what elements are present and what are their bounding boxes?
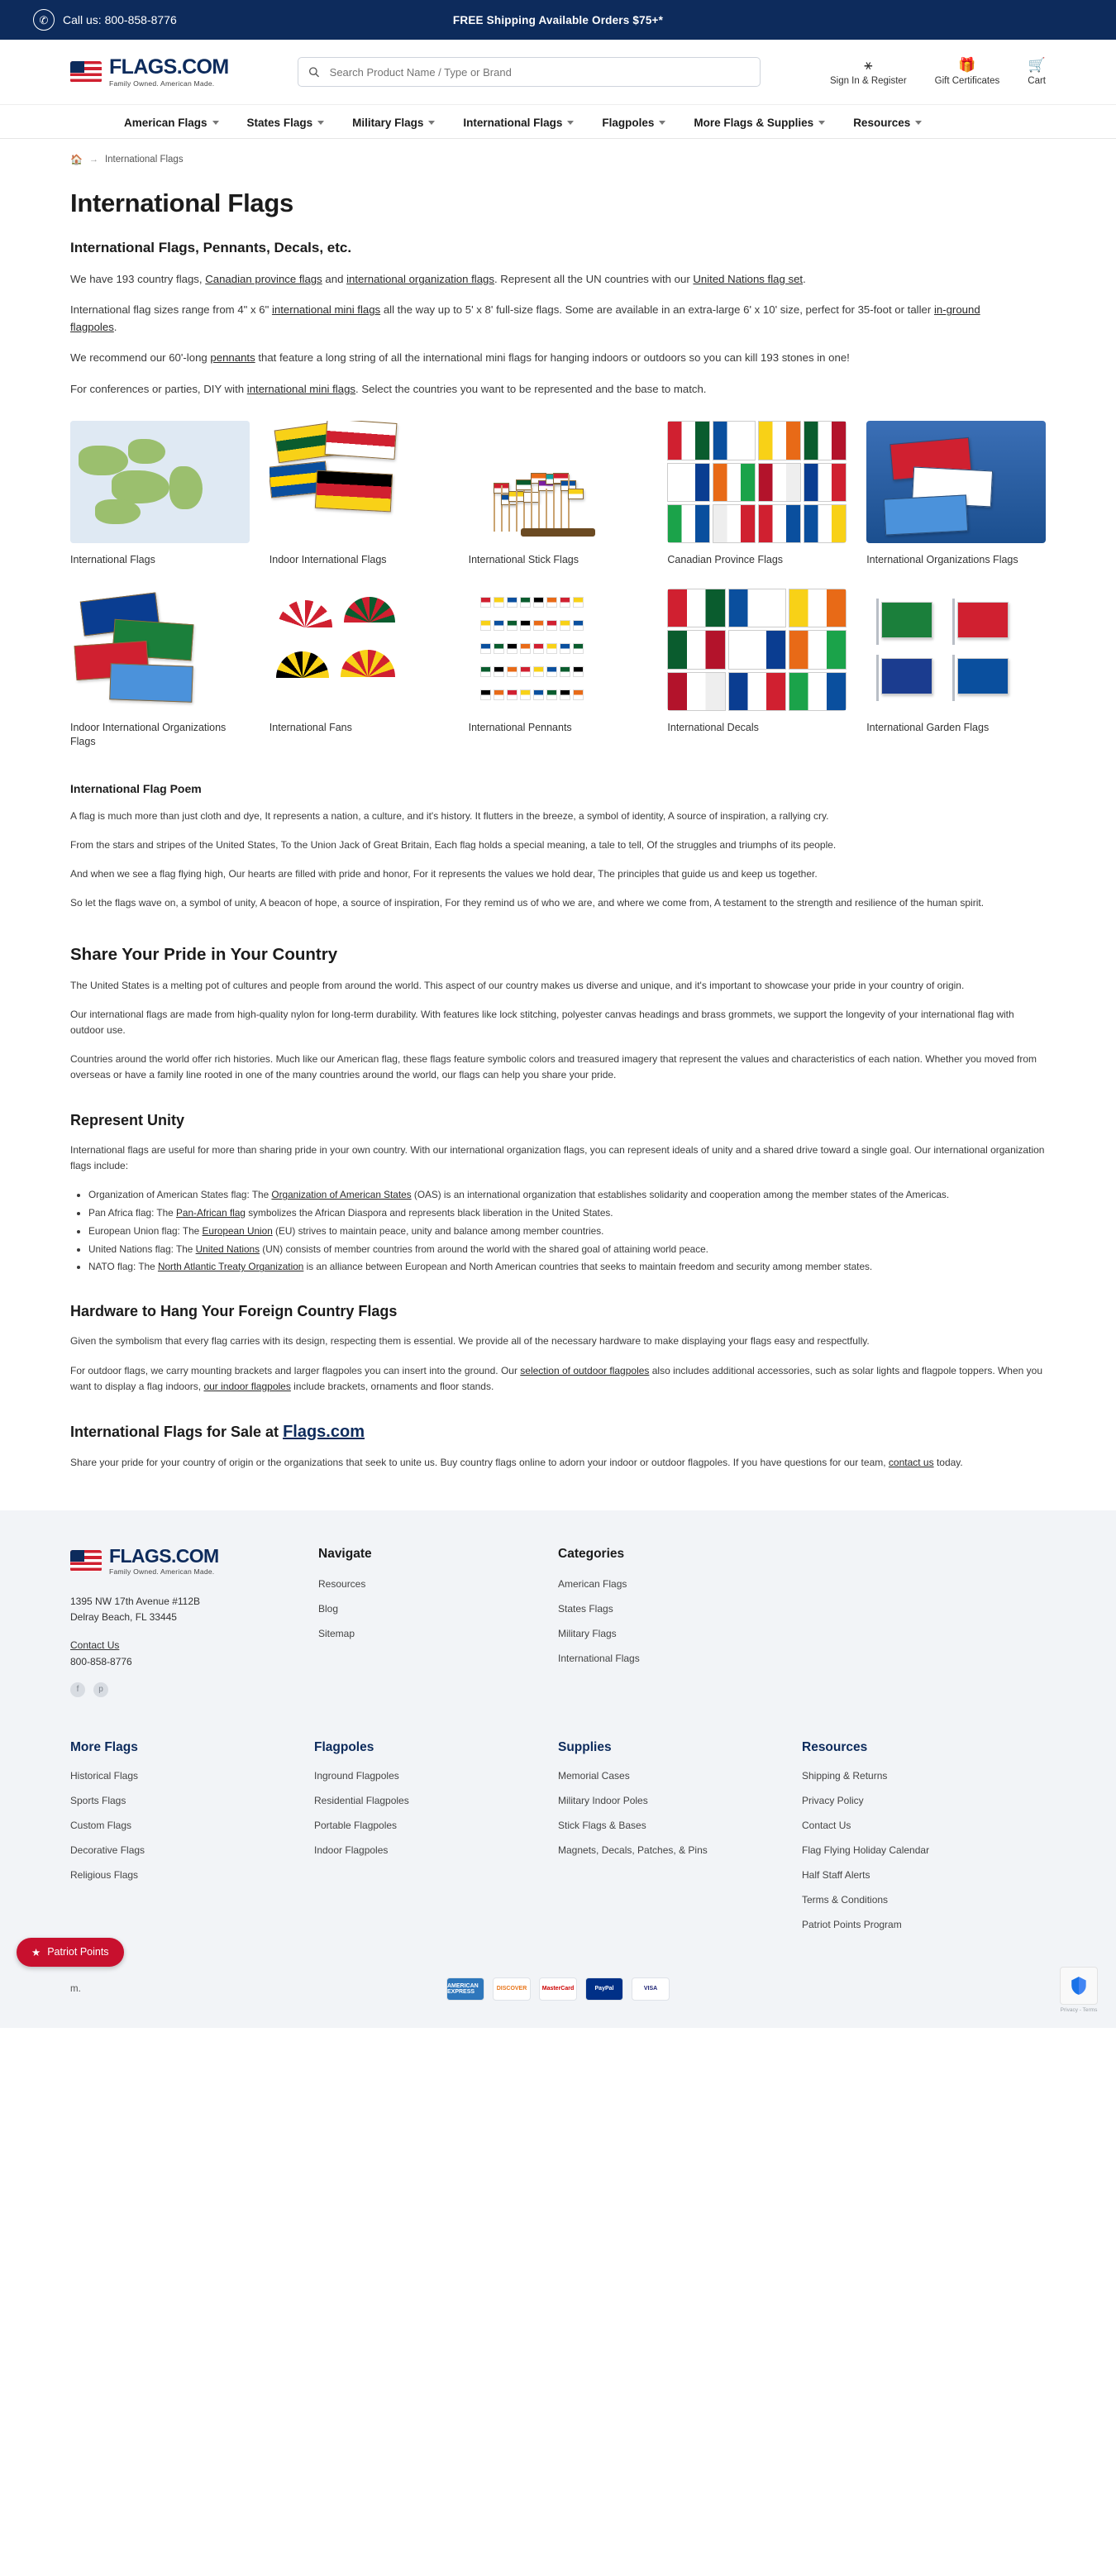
nav-item-american-flags[interactable]: [124, 117, 219, 129]
intro-paragraph: [70, 381, 1013, 398]
category-card[interactable]: [866, 421, 1046, 567]
category-label[interactable]: International Stick Flags: [468, 554, 579, 566]
cart-label: Cart: [1028, 76, 1046, 86]
nav-item-international-flags[interactable]: [463, 117, 574, 129]
category-card[interactable]: [269, 421, 449, 567]
footer-contact-us-link[interactable]: Contact Us: [70, 1639, 120, 1652]
inline-text: We recommend our 60'-long: [70, 351, 211, 365]
nav-item-label: Military Flags: [352, 116, 424, 129]
inline-link[interactable]: North Atlantic Treaty Organization: [157, 1261, 304, 1273]
share-pride-heading: Share Your Pride in Your Country: [70, 944, 338, 964]
footer-link[interactable]: Portable Flagpoles: [314, 1819, 398, 1831]
patriot-points-label: Patriot Points: [47, 1946, 109, 1958]
payment-icon: MasterCard: [539, 1977, 577, 2001]
inline-link[interactable]: United Nations: [195, 1243, 260, 1255]
inline-text: For conferences or parties, DIY with: [70, 382, 247, 395]
inline-link[interactable]: selection of outdoor flagpoles: [520, 1364, 650, 1376]
category-image[interactable]: [269, 421, 449, 543]
main-navigation: [0, 104, 1116, 139]
user-icon: ⚹: [864, 57, 873, 73]
hardware-p2: [70, 1363, 1046, 1395]
category-label[interactable]: Indoor International Flags: [269, 554, 387, 566]
footer-link[interactable]: Terms & Conditions: [802, 1893, 889, 1906]
sale-paragraph: [70, 1455, 1046, 1471]
inline-text: Share your pride for your country of origin or the organizations that seek to unite us. Buy country flags online to adorn your indoor or outdoor flagpoles. If you have questions for our team,: [70, 1456, 889, 1468]
payment-methods: [446, 1977, 670, 2001]
gift-certificates-label: Gift Certificates: [934, 76, 1000, 86]
footer-phone[interactable]: 800-858-8776: [70, 1656, 132, 1668]
nav-item-label: American Flags: [124, 116, 207, 129]
chevron-down-icon: [818, 121, 825, 125]
inline-link[interactable]: in-ground flagpoles: [70, 303, 980, 333]
sign-in-label: Sign In & Register: [829, 76, 907, 86]
search-input[interactable]: [328, 65, 751, 79]
footer-link[interactable]: Flag Flying Holiday Calendar: [802, 1844, 930, 1856]
inline-link[interactable]: contact us: [888, 1456, 934, 1468]
poem-lines: [70, 809, 1046, 912]
footer-column-resources: [802, 1740, 1046, 1944]
footer-link[interactable]: Sitemap: [318, 1628, 355, 1640]
category-label[interactable]: International Flags: [70, 554, 155, 566]
footer-column-supplies: [558, 1740, 802, 1944]
inline-link[interactable]: our indoor flagpoles: [203, 1380, 291, 1392]
nav-item-flagpoles[interactable]: [602, 117, 665, 129]
poem-line: So let the flags wave on, a symbol of unity, A beacon of hope, a source of inspiration, For they remind us of who we are, and where we come from, A testament to the strength and resilience of the human spirit.: [70, 897, 985, 909]
address-line-1: 1395 NW 17th Avenue #112B: [70, 1595, 201, 1607]
cart-icon: 🛒: [1028, 57, 1046, 73]
footer-link[interactable]: Residential Flagpoles: [314, 1794, 409, 1806]
footer-logo[interactable]: [70, 1547, 318, 1576]
inline-link[interactable]: United Nations flag set: [693, 273, 804, 285]
footer-column-flagpoles: [314, 1740, 558, 1944]
nav-item-more-flags-supplies[interactable]: [694, 117, 825, 129]
inline-text: that feature a long string of all the international mini flags for hanging indoors or outdoors so you can kill 193 stones in one!: [255, 351, 850, 365]
footer-link[interactable]: Resources: [318, 1578, 366, 1591]
inline-link[interactable]: international organization flags: [346, 273, 494, 285]
poem-line: A flag is much more than just cloth and dye, It represents a nation, a culture, and it's history. It flutters in the breeze, a symbol of identity, A source of inspiration, a rallying cry.: [70, 809, 829, 822]
chevron-down-icon: [659, 121, 665, 125]
flag-logo-icon: [70, 1550, 102, 1572]
free-shipping-text: FREE Shipping Available Orders $75+*: [452, 13, 664, 26]
address-line-2: Delray Beach, FL 33445: [70, 1610, 177, 1623]
category-card[interactable]: [469, 421, 648, 567]
list-item: [88, 1205, 1046, 1221]
nav-item-label: International Flags: [463, 116, 563, 129]
payment-icon: AMERICAN EXPRESS: [446, 1977, 484, 2001]
footer-column-heading: Flagpoles: [314, 1739, 374, 1754]
list-item: [88, 1224, 1046, 1239]
payment-icon: VISA: [632, 1977, 670, 2001]
inline-text: .: [113, 320, 117, 333]
inline-text: (EU) strives to maintain peace, unity and balance among member countries.: [272, 1224, 604, 1237]
breadcrumb-current[interactable]: International Flags: [104, 155, 184, 165]
nav-item-label: Flagpoles: [602, 116, 655, 129]
site-footer: [0, 1510, 1116, 2028]
page-title: International Flags: [70, 188, 293, 217]
category-card[interactable]: [866, 589, 1046, 749]
intro-paragraph: [70, 271, 1013, 288]
category-card[interactable]: [667, 589, 847, 749]
category-image[interactable]: [469, 421, 648, 543]
footer-link[interactable]: Half Staff Alerts: [802, 1868, 870, 1881]
category-image[interactable]: [866, 421, 1046, 543]
footer-link[interactable]: American Flags: [558, 1578, 627, 1591]
category-card[interactable]: [469, 589, 648, 749]
inline-text: today.: [933, 1456, 963, 1468]
chevron-down-icon: [915, 121, 922, 125]
footer-address: [70, 1594, 318, 1625]
inline-text: (OAS) is an international organization that establishes solidarity and cooperation among the member states of the Americas.: [411, 1188, 950, 1200]
footer-column-heading: Supplies: [558, 1739, 612, 1754]
footer-column-navigate: [318, 1547, 558, 1697]
category-image[interactable]: [667, 589, 847, 711]
category-label[interactable]: Canadian Province Flags: [667, 554, 784, 566]
article-body: [70, 782, 1046, 1471]
footer-column-categories: [558, 1547, 1046, 1697]
recaptcha-label: Privacy - Terms: [1060, 2006, 1098, 2013]
main-content: [70, 165, 1046, 749]
inline-link[interactable]: Organization of American States: [271, 1188, 412, 1200]
gift-certificates-button[interactable]: [935, 58, 1000, 86]
sign-in-register-button[interactable]: [830, 58, 907, 86]
inline-text: also includes additional accessories, such as solar lights and flagpole toppers. When you want to display a flag indoors,: [70, 1364, 1043, 1392]
pinterest-icon[interactable]: p: [93, 1682, 108, 1697]
footer-column-heading: Resources: [802, 1739, 868, 1754]
inline-link[interactable]: international mini flags: [246, 382, 355, 395]
header-actions: [830, 58, 1046, 86]
patriot-points-button[interactable]: [17, 1938, 124, 1967]
star-icon: ★: [31, 1946, 41, 1958]
recaptcha-badge: [1053, 1967, 1104, 2013]
chevron-down-icon: [428, 121, 435, 125]
intro-paragraph: [70, 302, 1013, 336]
category-label[interactable]: Indoor International Organizations Flags: [70, 722, 227, 748]
breadcrumb-separator: →: [88, 155, 98, 165]
payment-icon: DISCOVER: [493, 1977, 531, 2001]
category-image[interactable]: [866, 589, 1046, 711]
nav-item-label: More Flags & Supplies: [694, 116, 814, 129]
inline-text: is an alliance between European and North American countries that seeks to maintain freedom and security among member states.: [303, 1261, 873, 1273]
category-label[interactable]: International Pennants: [468, 722, 572, 734]
inline-text: For outdoor flags, we carry mounting brackets and larger flagpoles you can insert into the ground. Our: [70, 1364, 521, 1376]
inline-text: . Select the countries you want to be represented and the base to match.: [355, 382, 707, 395]
footer-link[interactable]: Memorial Cases: [558, 1769, 630, 1782]
footer-categories-heading: Categories: [558, 1547, 625, 1562]
inline-text: Organization of American States flag: The: [88, 1188, 272, 1200]
chevron-down-icon: [317, 121, 324, 125]
footer-link[interactable]: Decorative Flags: [70, 1844, 145, 1856]
footer-payment-row: [70, 1978, 1046, 2028]
poem-line: From the stars and stripes of the United States, To the Union Jack of Great Britain, Each flag holds a special meaning, a tale to tell, Of the struggles and triumphs of its people.: [70, 839, 837, 852]
phone-icon: ✆: [33, 9, 55, 31]
category-image[interactable]: [667, 421, 847, 543]
search-bar[interactable]: [298, 57, 761, 87]
category-label[interactable]: International Fans: [269, 722, 352, 734]
inline-text: all the way up to 5' x 8' full-size flags. Some are available in an extra-large 6' x 10' size, perfect for 35-foot or taller: [380, 303, 934, 317]
nav-item-label: States Flags: [246, 116, 313, 129]
footer-link[interactable]: Custom Flags: [70, 1819, 132, 1831]
footer-link[interactable]: International Flags: [558, 1653, 640, 1665]
inline-link[interactable]: European Union: [202, 1224, 273, 1237]
category-image[interactable]: [70, 421, 250, 543]
list-item: [88, 1242, 1046, 1257]
footer-column-heading: More Flags: [70, 1739, 138, 1754]
inline-text: symbolizes the African Diaspora and represents black liberation in the United States.: [245, 1206, 613, 1219]
footer-link[interactable]: Indoor Flagpoles: [314, 1844, 389, 1856]
footer-logo-block: [70, 1547, 318, 1697]
footer-link[interactable]: Magnets, Decals, Patches, & Pins: [558, 1844, 708, 1856]
inline-text: include brackets, ornaments and floor stands.: [290, 1380, 494, 1392]
inline-text: Pan Africa flag: The: [88, 1206, 177, 1219]
social-links: [70, 1682, 318, 1697]
footer-link[interactable]: Religious Flags: [70, 1868, 139, 1881]
cart-button[interactable]: [1028, 58, 1046, 86]
footer-link[interactable]: Military Flags: [558, 1628, 617, 1640]
poem-heading: International Flag Poem: [70, 781, 202, 795]
footer-link[interactable]: Patriot Points Program: [802, 1918, 902, 1930]
inline-text: United Nations flag: The: [88, 1243, 196, 1255]
footer-link[interactable]: Military Indoor Poles: [558, 1794, 648, 1806]
represent-unity-heading: Represent Unity: [70, 1111, 185, 1128]
footer-link[interactable]: Historical Flags: [70, 1769, 139, 1782]
category-label[interactable]: International Garden Flags: [866, 722, 990, 734]
category-image[interactable]: [70, 589, 250, 711]
category-image[interactable]: [469, 589, 648, 711]
chevron-down-icon: [567, 121, 574, 125]
nav-item-label: Resources: [853, 116, 911, 129]
nav-item-military-flags[interactable]: [352, 117, 435, 129]
footer-link[interactable]: Sports Flags: [70, 1794, 126, 1806]
category-card[interactable]: [70, 589, 250, 749]
represent-unity-list: [70, 1187, 1046, 1275]
footer-logo-tagline: Family Owned. American Made.: [109, 1567, 215, 1577]
inline-text: European Union flag: The: [88, 1224, 203, 1237]
inline-text: International flag sizes range from 4" x 6": [70, 303, 272, 317]
inline-text: and: [322, 273, 347, 285]
category-card[interactable]: [667, 421, 847, 567]
payment-icon: PayPal: [585, 1977, 623, 2001]
chevron-down-icon: [212, 121, 219, 125]
footer-link[interactable]: Blog: [318, 1603, 339, 1615]
breadcrumb: [70, 154, 1046, 165]
inline-text: NATO flag: The: [88, 1261, 158, 1273]
list-item: [88, 1187, 1046, 1203]
footer-link[interactable]: Contact Us: [802, 1819, 851, 1831]
site-header: [0, 40, 1116, 104]
footer-link[interactable]: Privacy Policy: [802, 1794, 864, 1806]
category-label[interactable]: International Organizations Flags: [866, 554, 1018, 566]
home-icon[interactable]: 🏠: [70, 154, 83, 165]
search-icon: [308, 66, 319, 78]
category-image[interactable]: [269, 589, 449, 711]
sale-heading: [70, 1423, 1046, 1442]
footer-navigate-heading: Navigate: [318, 1547, 372, 1562]
share-pride-p2: Our international flags are made from high-quality nylon for long-term durability. With features like lock stitching, polyester canvas headings and brass grommets, we support the longevity of your international flag with outdoor use.: [70, 1008, 1014, 1037]
gift-icon: 🎁: [958, 57, 976, 73]
shield-icon: [1068, 1975, 1090, 1996]
inline-text: We have 193 country flags,: [70, 273, 206, 285]
copyright-text: m.: [70, 1983, 81, 1994]
category-label[interactable]: International Decals: [667, 722, 759, 734]
site-logo[interactable]: [70, 57, 229, 88]
category-card[interactable]: [269, 589, 449, 749]
logo-tagline: Family Owned. American Made.: [109, 79, 215, 88]
intro-paragraph: [70, 350, 1013, 366]
share-pride-p3: Countries around the world offer rich histories. Much like our American flag, these flags feature symbolic colors and treasured imagery that represent the values and characteristics of each nation. Whether you moved from overseas or have a family line rooted in one of the many countries around the world, our flags can help you share your pride.: [70, 1053, 1037, 1081]
inline-link[interactable]: international mini flags: [271, 303, 381, 317]
logo-wordmark: FLAGS.COM: [109, 55, 229, 79]
footer-link[interactable]: States Flags: [558, 1603, 613, 1615]
nav-item-states-flags[interactable]: [247, 117, 325, 129]
inline-text: .: [803, 273, 806, 285]
flags-com-link[interactable]: Flags.com: [283, 1422, 365, 1441]
page-subtitle: International Flags, Pennants, Decals, etc.: [70, 240, 352, 255]
top-announcement-bar: [0, 0, 1116, 40]
poem-line: And when we see a flag flying high, Our hearts are filled with pride and honor, For it represents the values we hold dear, The principles that guide us and keep us together.: [70, 868, 818, 880]
share-pride-p1: The United States is a melting pot of cultures and people from around the world. This aspect of our country makes us diverse and unique, and it's important to showcase your pride in your country of origin.: [70, 979, 965, 991]
facebook-icon[interactable]: f: [70, 1682, 85, 1697]
sale-heading-prefix: International Flags for Sale at: [70, 1423, 284, 1440]
call-us-text: Call us: 800-858-8776: [63, 13, 177, 26]
footer-logo-wordmark: FLAGS.COM: [109, 1545, 219, 1567]
inline-link[interactable]: Pan-African flag: [176, 1206, 246, 1219]
footer-link[interactable]: Stick Flags & Bases: [558, 1819, 646, 1831]
inline-link[interactable]: Canadian province flags: [205, 273, 322, 285]
category-card[interactable]: [70, 421, 250, 567]
intro-paragraphs: [70, 271, 1046, 398]
category-grid: [70, 421, 1046, 749]
call-us-link[interactable]: [33, 9, 177, 31]
footer-column-more-flags: [70, 1740, 314, 1944]
inline-text: . Represent all the UN countries with our: [494, 273, 694, 285]
hardware-p1: Given the symbolism that every flag carries with its design, respecting them is essential. We provide all of the necessary hardware to make displaying your flags easy and respectfully.: [70, 1335, 870, 1348]
footer-bottom-columns: [70, 1740, 1046, 1944]
hardware-heading: Hardware to Hang Your Foreign Country Flags: [70, 1303, 398, 1320]
flag-logo-icon: [70, 61, 102, 83]
footer-link[interactable]: Inground Flagpoles: [314, 1769, 399, 1782]
inline-text: (UN) consists of member countries from around the world with the shared goal of attaining world peace.: [260, 1243, 708, 1255]
list-item: [88, 1259, 1046, 1275]
inline-link[interactable]: pennants: [210, 351, 255, 365]
recaptcha-icon: [1060, 1967, 1098, 2005]
footer-link[interactable]: Shipping & Returns: [802, 1769, 888, 1782]
nav-item-resources[interactable]: [853, 117, 922, 129]
represent-unity-intro: International flags are useful for more than sharing pride in your own country. With our international organization flags, you can represent ideals of unity and a shared drive toward a single goal. Our international organization flags include:: [70, 1143, 1045, 1171]
